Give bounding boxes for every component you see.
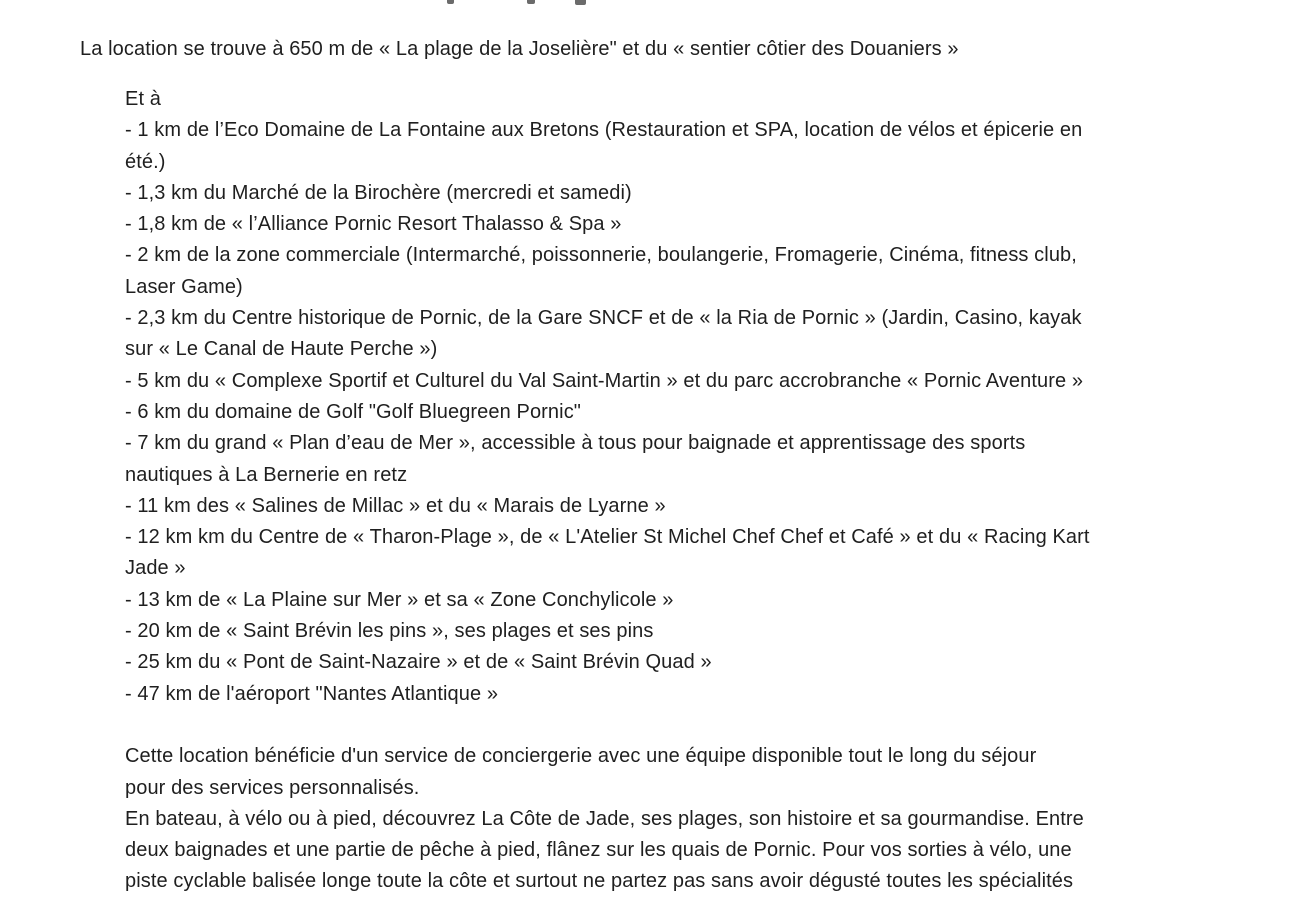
clipped-text-fragment [575, 0, 586, 5]
distance-line: - 1,3 km du Marché de la Birochère (mercredi et samedi) [125, 181, 632, 204]
distance-line: - 47 km de l'aéroport "Nantes Atlantique » [125, 682, 499, 705]
distance-line: - 2 km de la zone commerciale (Intermarché, poissonnerie, boulangerie, Fromagerie, Cinéma, fitness club, [125, 244, 1077, 267]
document-text [80, 34, 1260, 898]
closing-line: deux baignades et une partie de pêche à pied, flânez sur les quais de Pornic. Pour vos sorties à vélo, une [125, 839, 1072, 862]
clipped-text-fragment [527, 0, 535, 4]
distance-line: - 7 km du grand « Plan d’eau de Mer », accessible à tous pour baignade et apprentissage des sports [125, 432, 1026, 455]
distance-line: - 20 km de « Saint Brévin les pins », ses plages et ses pins [125, 620, 654, 643]
distance-line: - 1,8 km de « l’Alliance Pornic Resort Thalasso & Spa » [125, 213, 622, 236]
clipped-text-fragment [447, 0, 454, 4]
intro-paragraph: La location se trouve à 650 m de « La plage de la Joselière" et du « sentier côtier des Douaniers » [80, 38, 959, 60]
closing-line: En bateau, à vélo ou à pied, découvrez La Côte de Jade, ses plages, son histoire et sa gourmandise. Entre [125, 807, 1084, 830]
distance-line: - 6 km du domaine de Golf "Golf Bluegreen Pornic" [125, 400, 581, 423]
distance-line: - 25 km du « Pont de Saint-Nazaire » et de « Saint Brévin Quad » [125, 651, 712, 674]
distance-line: Laser Game) [125, 275, 243, 298]
list-intro: Et à [125, 87, 161, 110]
distances-list [125, 115, 1260, 710]
closing-line: Cette location bénéficie d'un service de conciergerie avec une équipe disponible tout le long du séjour [125, 745, 1037, 768]
distance-line: - 11 km des « Salines de Millac » et du « Marais de Lyarne » [125, 494, 666, 517]
distance-line: - 5 km du « Complexe Sportif et Culturel du Val Saint-Martin » et du parc accrobranche « Pornic Aventure » [125, 369, 1084, 392]
distance-line: été.) [125, 150, 166, 173]
closing-line: pour des services personnalisés. [125, 776, 420, 799]
distance-line: nautiques à La Bernerie en retz [125, 463, 408, 486]
closing-line: piste cyclable balisée longe toute la côte et surtout ne partez pas sans avoir dégusté toutes les spécialités [125, 870, 1074, 893]
distance-line: - 12 km km du Centre de « Tharon-Plage », de « L'Atelier St Michel Chef Chef et Café » et du « Racing Kart [125, 526, 1090, 549]
distance-line: sur « Le Canal de Haute Perche ») [125, 338, 438, 361]
distance-line: Jade » [125, 557, 186, 580]
distance-line: - 13 km de « La Plaine sur Mer » et sa « Zone Conchylicole » [125, 588, 674, 611]
distance-line: - 2,3 km du Centre historique de Pornic, de la Gare SNCF et de « la Ria de Pornic » (Jardin, Casino, kayak [125, 307, 1082, 330]
closing-paragraphs [125, 741, 1260, 897]
distances-section [125, 84, 1260, 898]
distance-line: - 1 km de l’Eco Domaine de La Fontaine aux Bretons (Restauration et SPA, location de vélos et épicerie en [125, 119, 1083, 142]
